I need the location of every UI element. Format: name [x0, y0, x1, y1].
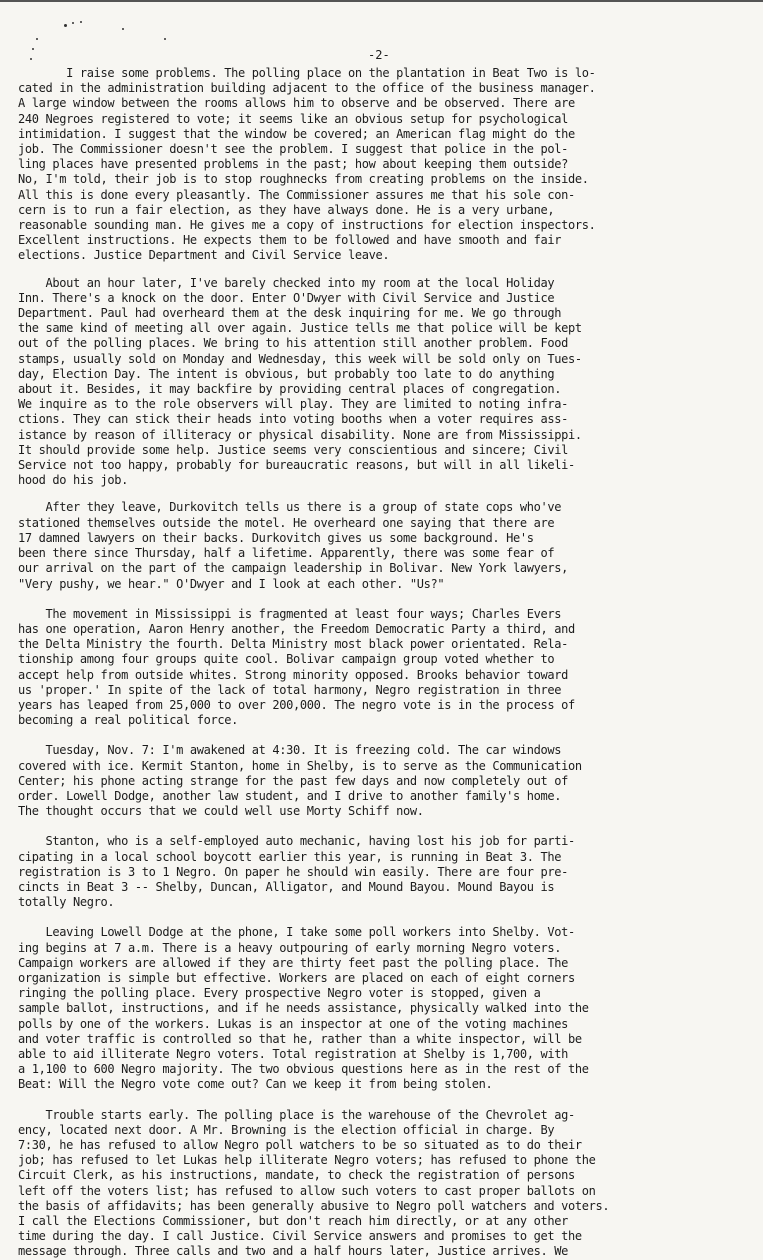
paragraph-durkovitch: After they leave, Durkovitch tells us there is a group of state cops who've stationed themselves outside the motel. He overheard one saying that there are 17 damned lawyers on their backs. Durkovitch gives us some background. He's been there since Thursday, half a lifetime. Apparently, there was some fear of our arrival on the part of the campaign leadership in Bolivar. New York lawyers, "Very pushy, we hear." O'Dwyer and I look at each other. "Us?"	[18, 500, 568, 591]
paragraph-gap	[18, 1093, 698, 1108]
paragraph-gap	[18, 592, 698, 607]
paragraph-holiday-inn: About an hour later, I've barely checked into my room at the local Holiday Inn. There's a knock on the door. Enter O'Dwyer with Civil Service and Justice Department. Paul had overheard them at the desk inquiring for me. We go through the same kind of meeting all over again. Justice tells me that police will be kept out of the polling places. We bring to his attention still another problem. Food stamps, usually sold on Monday and Wednesday, this week will be sold only on Tues- day, Election Day. The intent is obvious, but probably too late to do anything about it. Besides, it may backfire by providing central places of congregation. We inquire as to the role observers will play. They are limited to noting infra- ctions. They can stick their heads into voting booths when a voter requires ass- istance by reason of illiteracy or physical disability. None are from Mississippi. It should provide some help. Justice seems very conscientious and sincere; Civil Service not too happy, probably for bureaucratic reasons, but will in all likeli- hood do his job.	[18, 275, 582, 488]
document-body	[18, 66, 698, 1260]
paragraph-commissioner-meeting: I raise some problems. The polling place on the plantation in Beat Two is lo- cated in the administration building adjacent to the office of the business manager. A large window between the rooms allows him to observe and be observed. There are 240 Negroes registered to vote; it seems like an obvious setup for psychological intimidation. I suggest that the window be covered; an American flag might do the job. The Commissioner doesn't see the problem. I suggest that police in the pol- ling places have presented problems in the past; how about keeping them outside? No, I'm told, their job is to stop roughnecks from creating problems on the inside. All this is done every pleasantly. The Commissioner assures me that his sole con- cern is to run a fair election, as they have always done. He is a very urbane, reasonable sounding man. He gives me a copy of instructions for election inspectors. Excellent instructions. He expects them to be followed and have smooth and fair elections. Justice Department and Civil Service leave.	[18, 66, 596, 263]
paragraph-gap	[18, 488, 698, 500]
paragraph-gap	[18, 728, 698, 743]
paragraph-election-day: Tuesday, Nov. 7: I'm awakened at 4:30. It is freezing cold. The car windows covered with ice. Kermit Stanton, home in Shelby, is to serve as the Communication Center; his phone acting strange for the past few days and now completely out of order. Lowell Dodge, another law student, and I drive to another family's home. The thought occurs that we could well use Morty Schiff now.	[18, 743, 582, 819]
paragraph-gap	[18, 819, 698, 834]
paragraph-gap	[18, 264, 698, 276]
paragraph-trouble-starts: Trouble starts early. The polling place is the warehouse of the Chevrolet ag- ency, located next door. A Mr. Browning is the election official in charge. By 7:30, he has refused to allow Negro poll watchers to be so situated as to do their job; has refused to let Lukas help illiterate Negro voters; has refused to phone the Circuit Clerk, as his instructions, mandate, to check the registration of persons left off the voters list; has refused to allow such voters to cast proper ballots on the basis of affidavits; has been generally abusive to Negro poll watchers and voters. I call the Elections Commissioner, but don't reach him directly, or at any other time during the day. I call Justice. Civil Service answers and promises to get the message through. Three calls and two and a half hours later, Justice arrives. We	[18, 1107, 610, 1259]
paragraph-gap	[18, 910, 698, 925]
page-number: -2-	[368, 48, 390, 62]
paragraph-shelby-voting: Leaving Lowell Dodge at the phone, I take some poll workers into Shelby. Vot- ing begins at 7 a.m. There is a heavy outpouring of early morning Negro voters. Campaign workers are allowed if they are thirty feet past the polling place. The organization is simple but effective. Workers are placed on each of eight corners ringing the polling place. Every prospective Negro voter is stopped, given a sample ballot, instructions, and if he needs assistance, physically walked into the polls by one of the workers. Lukas is an inspector at one of the voting machines and voter traffic is controlled so that he, rather than a white inspector, will be able to aid illiterate Negro voters. Total registration at Shelby is 1,700, with a 1,100 to 600 Negro majority. The two obvious questions here as in the rest of the Beat: Will the Negro vote come out? Can we keep it from being stolen.	[18, 925, 589, 1092]
paragraph-movement-fragmented: The movement in Mississippi is fragmented at least four ways; Charles Evers has one operation, Aaron Henry another, the Freedom Democratic Party a third, and the Delta Ministry the fourth. Delta Ministry most black power orientated. Rela- tionship among four groups quite cool. Bolivar campaign group voted whether to accept help from outside whites. Strong minority opposed. Brooks behavior toward us 'proper.' In spite of the lack of total harmony, Negro registration in three years has leaped from 25,000 to over 200,000. The negro vote is in the process of becoming a real political force.	[18, 606, 575, 728]
page-top-edge	[0, 0, 763, 2]
paragraph-stanton: Stanton, who is a self-employed auto mechanic, having lost his job for parti- cipating in a local school boycott earlier this year, is running in Beat 3. The registration is 3 to 1 Negro. On paper he should win easily. There are four pre- cincts in Beat 3 -- Shelby, Duncan, Alligator, and Mound Bayou. Mound Bayou is totally Negro.	[18, 834, 575, 910]
scan-specks	[30, 18, 170, 68]
